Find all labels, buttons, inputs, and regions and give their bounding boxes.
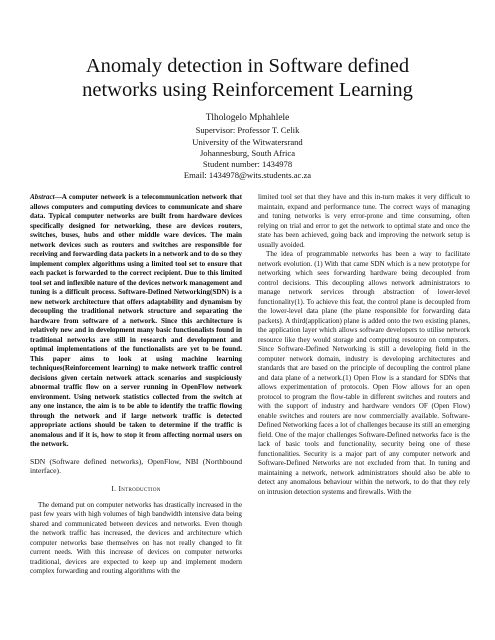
supervisor: Supervisor: Professor T. Celik [195,125,300,136]
body-paragraph-continued: limited tool set that they have and this in-turn makes it very difficult to maintain, expand and performance tune. The correct ways of managing and tuning networks is very error-prone and time consuming, often relying on trial and error to get the network to optimal state and once the state has been achieved, going back and improving the network setup is usually avoided. [258,193,470,249]
intro-paragraph: The demand put on computer networks has drastically increased in the past few years with high volumes of high bandwidth intensive data being shared and communicated between devices and networks. Even though the network traffic has increased, the devices and architecture which computer networks base themselves on has not really changed to fit current needs. With this increase of devices on computer networks traditional, devices are expected to keep up and implement modern complex forwarding and routing algorithms with the [30,500,242,576]
student-number: Student number: 1434978 [202,159,293,170]
affiliation-university: University of the Witwatersrand [192,136,303,147]
author-name: Tlhologelo Mphahlele [205,113,290,123]
abstract-text: —A computer network is a telecommunication network that allows computers and computing devices to communicate and share data. Typical computer networks are built from hardware devices specifically designed for networking, these are devices routers, switches, buses, hubs and other middle ware devices. The main network devices such as routers and switches are responsible for receiving and forwarding data packets in a network and to do so they implement complex algorithms using a limited tool set to ensure that each packet is forwarded to the correct recipient. Due to this limited tool set and inflexible nature of the devices network management and tuning is a difficult process. Software-Defined Networking(SDN) is a new network architecture that offers adaptability and dynamism by decoupling the traditional network structure and separating the hardware from software of a network. Since this architecture is relatively new and in development many basic functionalists found in traditional networks are still in research and development and optimal implementations of the functionalists are yet to be found. This paper aims to look at using machine learning techniques(Reinforcement learning) to make network traffic control decisions given certain network attack scenarios and suspiciously abnormal traffic flow on a server running in OpenFlow network environment. Using network statistics collected from the switch at any one instance, the aim is to be able to identify the traffic flowing through the network and if large network traffic is detected appropriate actions should be taken to determine if the traffic is anomalous and if it is, how to stop it from affecting normal users on the network. [30,193,242,448]
title-line-2: networks using Reinforcement Learning [82,79,413,101]
abstract [30,193,242,450]
left-column [30,193,242,577]
right-column [258,193,470,497]
title-line-1: Anomaly detection in Software defined [85,55,410,77]
author-email: Email: 1434978@wits.students.ac.za [183,170,312,181]
body-paragraph: The idea of programmable networks has been a way to facilitate network evolution. (1) With that came SDN which is a new prototype for networking which sees forwarding hardware being decoupled from control decisions. This decoupling allows network administrators to manage network services through abstraction of lower-level functionality(1). To achieve this feat, the control plane is decoupled from the lower-level data plane (the plane responsible for forwarding data packets). A third(application) plane is added onto the two existing planes, the application layer which allows software developers to utilise network resource like they would storage and computing resource on computers. Since Software-Defined Networking is still a developing field in the computer network domain, industry is developing architectures and standards that are based on the principle of decoupling the control plane and data plane of a network.(1) Open Flow is a standard for SDNs that allows experimentation of protocols. Open Flow allows for an open protocol to program the flow-table in different switches and routers and with the support of industry and hardware vendors OF (Open Flow) enable switches and routers are now commercially available. Software-Defined Networking faces a lot of challenges because its still an emerging field. One of the major challenges Software-Defined networks face is the lack of basic tools and functionality, security being one of these functionalities. Security is a major part of any computer network and Software-Defined Networks are not excluded from that. In tuning and maintaining a network, network administrators should also be able to detect any anomalous behaviour within the network, to do that they rely on intrusion detection systems and firewalls. With the [258,250,470,496]
section-heading-introduction: I. Introduction [111,484,161,494]
author-block [100,113,395,182]
paper-title [20,54,475,102]
index-terms: SDN (Software defined networks), OpenFlow, NBI (Northbound interface). [30,456,242,476]
abstract-label: Abstract [30,193,55,201]
affiliation-location: Johannesburg, South Africa [199,147,296,158]
